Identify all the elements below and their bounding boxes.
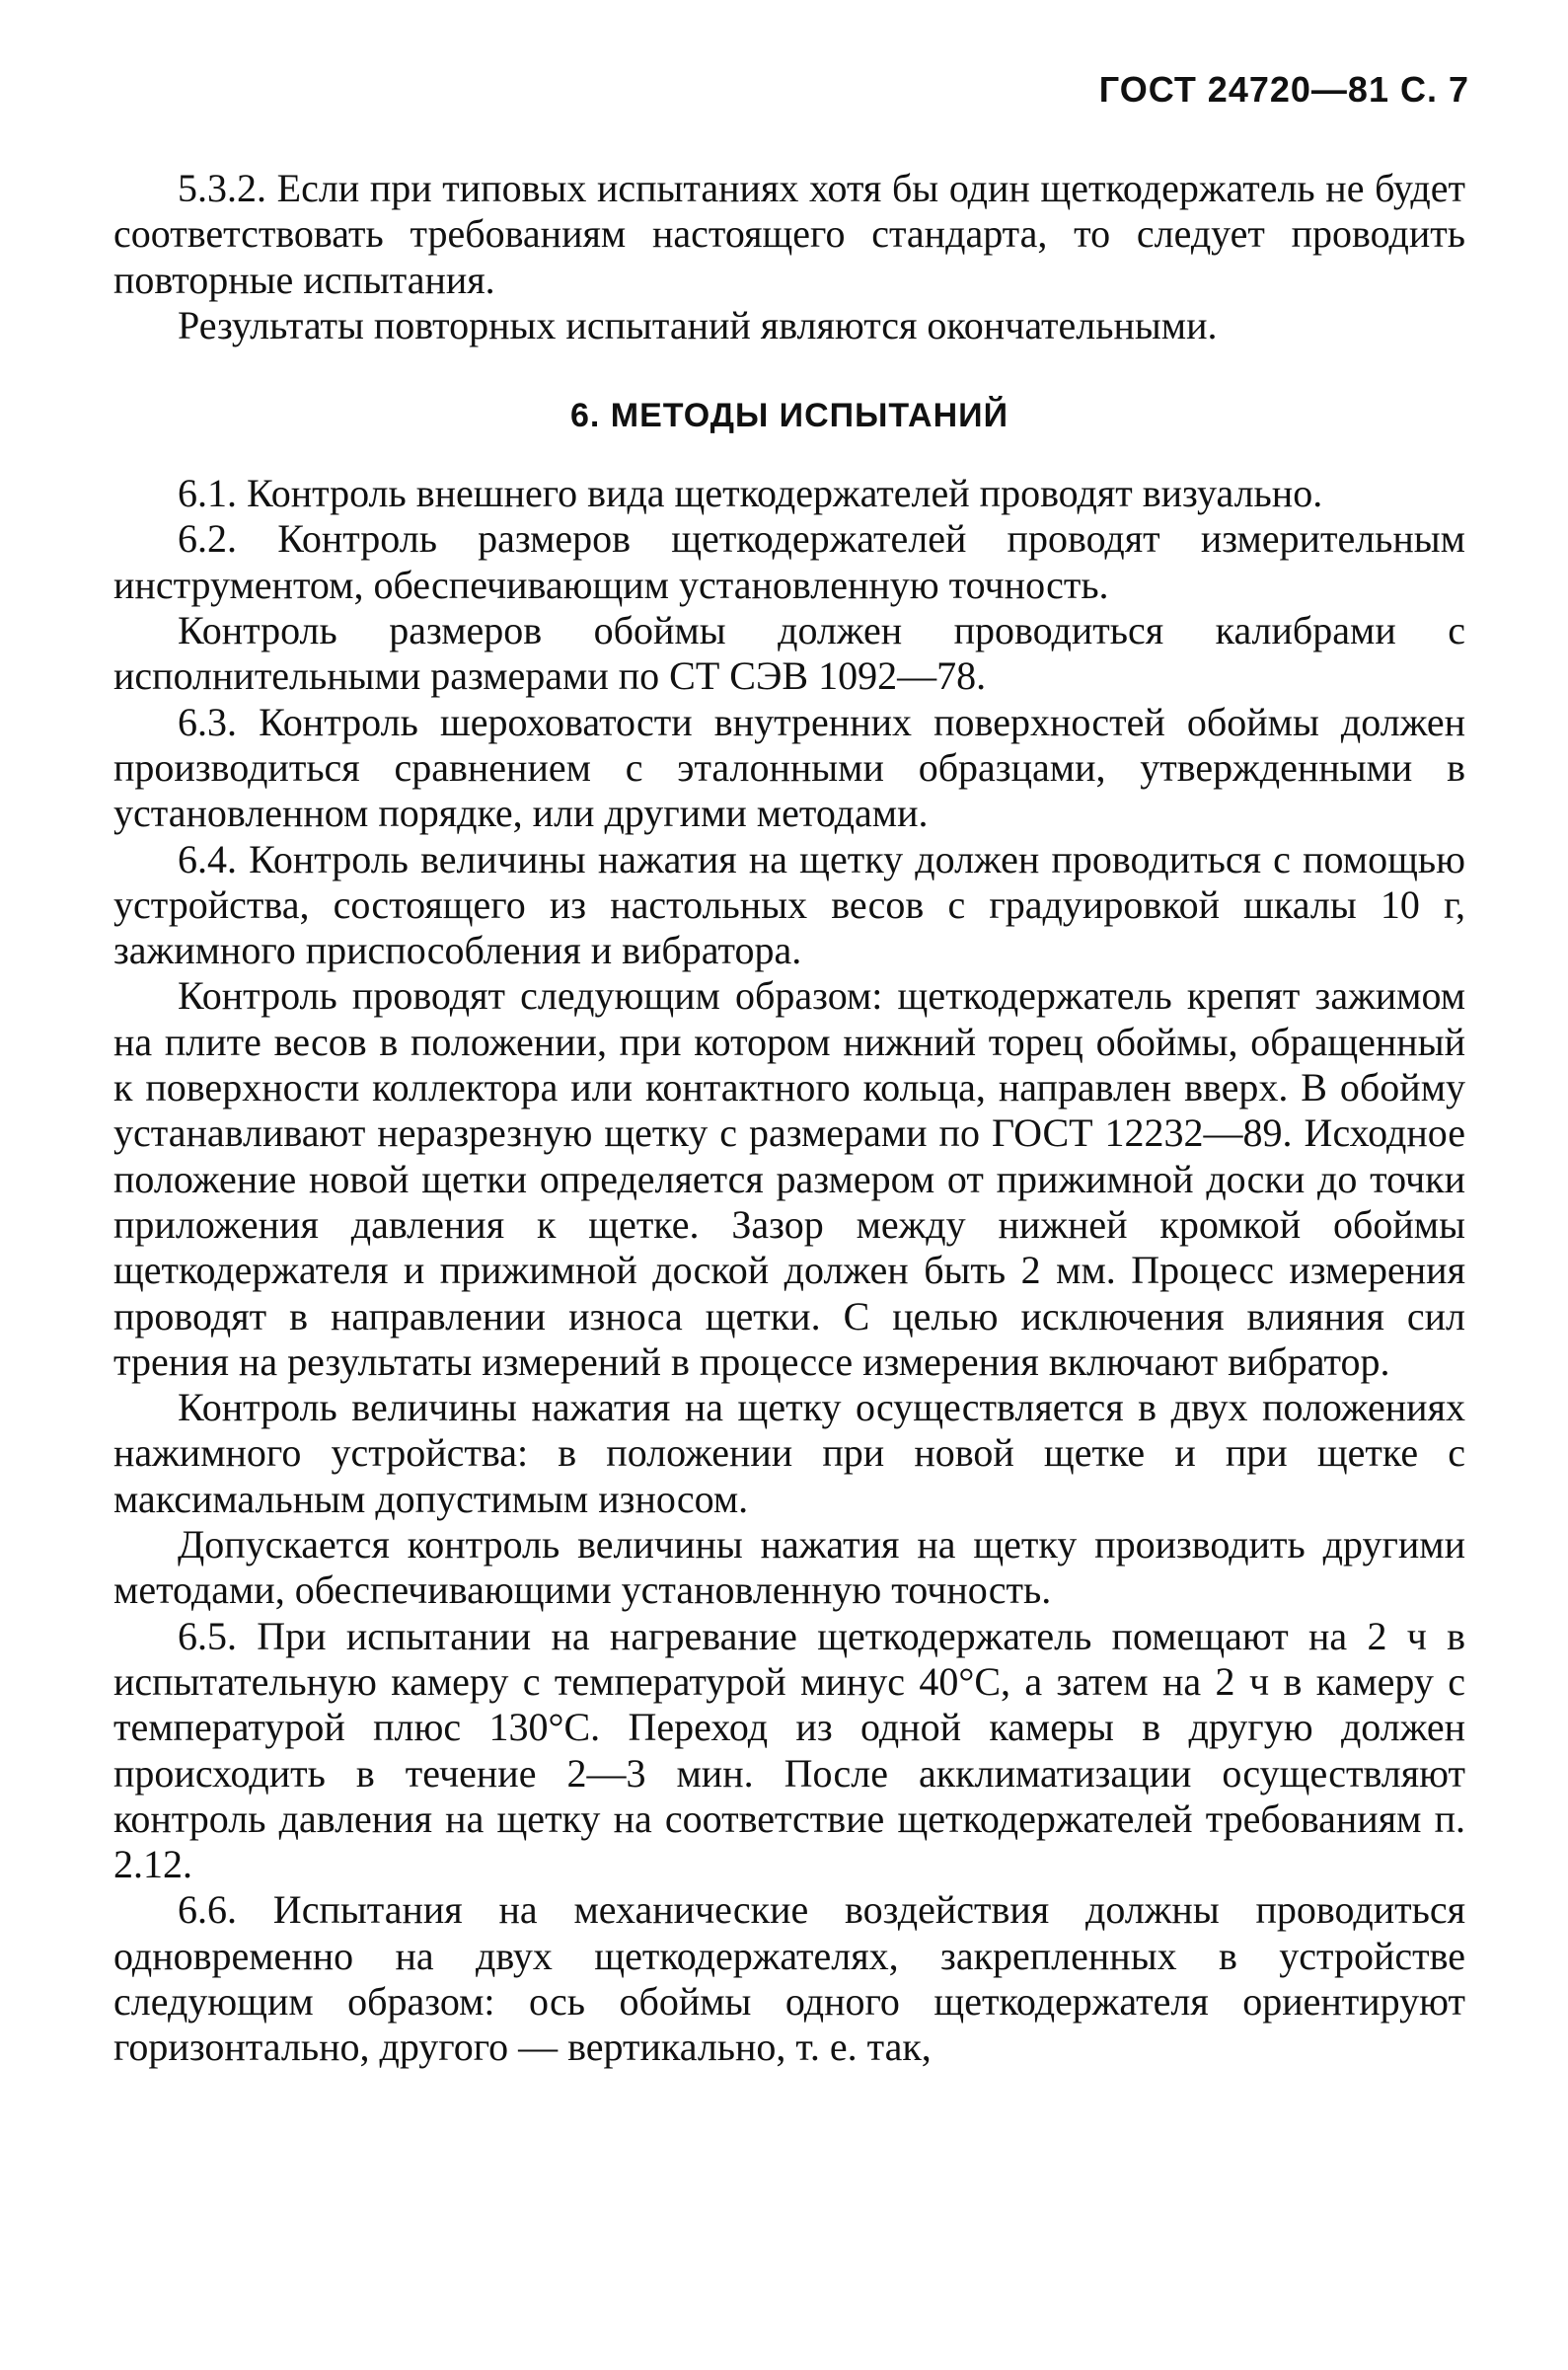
paragraph-6-3: 6.3. Контроль шероховатости внутренних поверхностей обоймы должен производиться сравнением с эталонными образцами, утвержденными в установленном порядке, или другими методами. bbox=[113, 699, 1465, 836]
body-text bbox=[113, 166, 1465, 2071]
paragraph-6-5: 6.5. При испытании на нагревание щеткодержатель помещают на 2 ч в испытательную камеру с температурой минус 40°С, а затем на 2 ч в камеру с температурой плюс 130°С. Переход из одной камеры в другую должен происходить в течение 2—3 мин. После акклиматизации осуществляют контроль давления на щетку на соответствие щеткодержателей требованиям п. 2.12. bbox=[113, 1613, 1465, 1887]
paragraph-6-1: 6.1. Контроль внешнего вида щеткодержателей проводят визуально. bbox=[178, 471, 1323, 516]
paragraph-6-4-procedure: Контроль проводят следующим образом: щеткодержатель крепят зажимом на плите весов в положении, при котором нижний торец обоймы, обращенный к поверхности коллектора или контактного кольца, направлен вверх. В обойму устанавливают неразрезную щетку с размерами по ГОСТ 12232—89. Исходное положение новой щетки определяется размером от прижимной доски до точки приложения давления к щетке. Зазор между нижней кромкой обоймы щеткодержателя и прижимной доской должен быть 2 мм. Процесс измерения проводят в направлении износа щетки. С целью исключения влияния сил трения на результаты измерений в процессе измерения включают вибратор. bbox=[113, 973, 1465, 1384]
running-header: ГОСТ 24720—81 С. 7 bbox=[1098, 69, 1469, 110]
paragraph-6-4-positions: Контроль величины нажатия на щетку осуществляется в двух положениях нажимного устройства: в положении при новой щетке и при щетке с максимальным допустимым износом. bbox=[113, 1385, 1465, 1521]
paragraph-5-3-2: 5.3.2. Если при типовых испытаниях хотя бы один щеткодержатель не будет соответствовать требованиям настоящего стандарта, то следует проводить повторные испытания. bbox=[113, 166, 1465, 302]
paragraph-6-6: 6.6. Испытания на механические воздействия должны проводиться одновременно на двух щеткодержателях, закрепленных в устройстве следующим образом: ось обоймы одного щеткодержателя ориентируют горизонтально, другого — вертикально, т. е. так, bbox=[113, 1887, 1465, 2070]
section-title: 6. МЕТОДЫ ИСПЫТАНИЙ bbox=[570, 397, 1008, 435]
paragraph-6-4: 6.4. Контроль величины нажатия на щетку должен проводиться с помощью устройства, состоящего из настольных весов с градуировкой шкалы 10 г, зажимного приспособления и вибратора. bbox=[113, 836, 1465, 973]
paragraph-6-2-cont: Контроль размеров обоймы должен проводиться калибрами с исполнительными размерами по СТ СЭВ 1092—78. bbox=[113, 608, 1465, 699]
paragraph-retest-results: Результаты повторных испытаний являются окончательными. bbox=[178, 302, 1218, 347]
paragraph-6-4-alternatives: Допускается контроль величины нажатия на щетку производить другими методами, обеспечивающими установленную точность. bbox=[113, 1522, 1465, 1613]
paragraph-6-2: 6.2. Контроль размеров щеткодержателей проводят измерительным инструментом, обеспечивающим установленную точность. bbox=[113, 516, 1465, 607]
